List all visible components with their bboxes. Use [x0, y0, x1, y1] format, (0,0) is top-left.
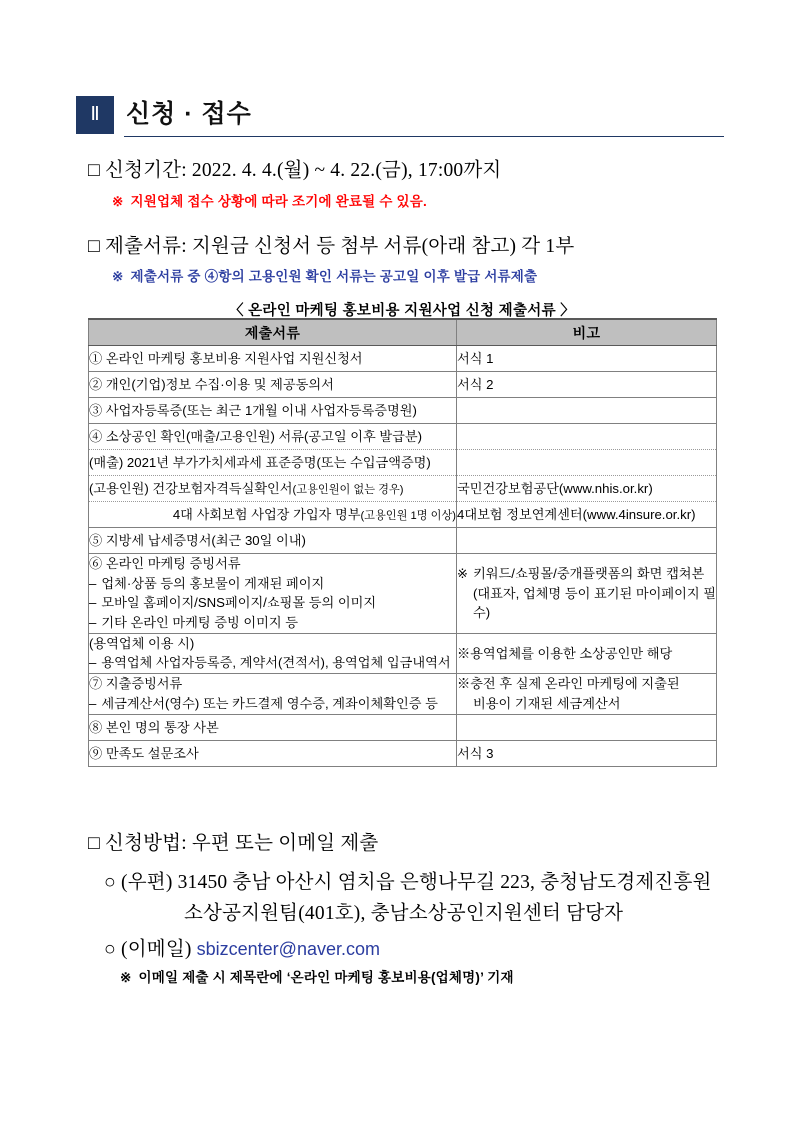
table-row: [89, 528, 717, 554]
list-item: – 업체·상품 등의 홍보물이 게재된 페이지: [89, 574, 456, 594]
cell-document: [89, 554, 457, 634]
cell-remark-text: 용역업체를 이용한 소상공인만 해당: [470, 645, 673, 661]
cell-remark: [457, 528, 717, 554]
cell-document-title: ⑥ 온라인 마케팅 증빙서류: [89, 556, 241, 571]
table-row: [89, 346, 717, 372]
cell-document-list: [89, 653, 456, 673]
cell-remark: [457, 674, 717, 715]
cell-document: ⑨ 만족도 설문조사: [89, 740, 457, 766]
email-row: [104, 933, 380, 961]
cell-document: ⑧ 본인 명의 통장 사본: [89, 714, 457, 740]
table-row: [89, 372, 717, 398]
reference-mark: ※: [457, 565, 469, 581]
cell-document-text: (고용인원) 건강보험자격득실확인서: [89, 480, 293, 496]
cell-document: ③ 사업자등록증(또는 최근 1개월 이내 사업자등록증명원): [89, 398, 457, 424]
table-row: [89, 502, 717, 528]
table-caption: 〈 온라인 마케팅 홍보비용 지원사업 신청 제출서류 〉: [228, 303, 576, 319]
cell-remark-sub: (대표자, 업체명 등이 표기된 마이페이지 필수): [473, 585, 716, 621]
cell-remark-text: 키워드/쇼핑몰/중개플랫폼의 화면 캡쳐본: [473, 565, 705, 581]
list-item: – 세금계산서(영수) 또는 카드결제 영수증, 계좌이체확인증 등: [89, 694, 456, 714]
cell-remark: [457, 450, 717, 476]
list-item: – 용역업체 사업자등록증, 계약서(견적서), 용역업체 입금내역서: [89, 653, 456, 673]
table-row: [89, 714, 717, 740]
cell-document: (매출) 2021년 부가가치세과세 표준증명(또는 수입금액증명): [89, 450, 457, 476]
table-row: [89, 476, 717, 502]
cell-remark: 서식 3: [457, 740, 717, 766]
application-method-label: □ 신청방법: 우편 또는 이메일 제출: [88, 833, 379, 854]
email-label: ○ (이메일): [104, 939, 192, 960]
submission-documents-note: ※ 제출서류 중 ④항의 고용인원 확인 서류는 공고일 이후 발급 서류제출: [112, 265, 537, 285]
section-number-badge: Ⅱ: [76, 96, 114, 134]
cell-document: [89, 502, 457, 528]
cell-document: ① 온라인 마케팅 홍보비용 지원사업 지원신청서: [89, 346, 457, 372]
cell-document-title: (용역업체 이용 시): [89, 635, 195, 651]
postal-address-line1: ○ (우편) 31450 충남 아산시 염치읍 은행나무길 223, 충청남도경제진흥원: [104, 872, 712, 893]
cell-document-paren: (고용인원 1명 이상): [360, 509, 456, 522]
cell-document-list: [89, 574, 456, 633]
cell-document: ⑤ 지방세 납세증명서(최근 30일 이내): [89, 528, 457, 554]
table-row: [89, 424, 717, 450]
cell-document: [89, 476, 457, 502]
list-item: – 모바일 홈페이지/SNS페이지/쇼핑몰 등의 이미지: [89, 593, 456, 613]
section-header: [76, 96, 724, 142]
header-divider: [124, 136, 724, 137]
cell-document: [89, 674, 457, 715]
cell-document: ② 개인(기업)정보 수집·이용 및 제공동의서: [89, 372, 457, 398]
cell-remark-sub: 비용이 기재된 세금계산서: [473, 696, 621, 712]
table-header-row: [89, 319, 717, 346]
cell-document-text: 4대 사회보험 사업장 가입자 명부: [172, 506, 361, 522]
application-period-label: □ 신청기간: 2022. 4. 4.(월) ~ 4. 22.(금), 17:00까지: [88, 160, 502, 181]
cell-document-paren: (고용인원이 없는 경우): [292, 483, 404, 496]
cell-remark: [457, 398, 717, 424]
cell-remark-text: 충전 후 실제 온라인 마케팅에 지출된: [470, 676, 680, 692]
application-period-note: ※ 지원업체 접수 상황에 따라 조기에 완료될 수 있음.: [112, 190, 427, 210]
email-note: ※ 이메일 제출 시 제목란에 ‘온라인 마케팅 홍보비용(업체명)’ 기재: [120, 966, 514, 986]
table-row: [89, 740, 717, 766]
table-row: [89, 450, 717, 476]
cell-remark: 서식 2: [457, 372, 717, 398]
submission-documents-label: □ 제출서류: 지원금 신청서 등 첨부 서류(아래 참고) 각 1부: [88, 236, 575, 257]
table-row: [89, 674, 717, 715]
cell-document: [89, 633, 457, 673]
cell-remark: [457, 554, 717, 634]
reference-mark: ※: [457, 645, 471, 661]
cell-remark: [457, 424, 717, 450]
page-title: 신청 · 접수: [126, 100, 252, 128]
email-link[interactable]: sbizcenter@naver.com: [196, 939, 380, 959]
cell-document-title: ⑦ 지출증빙서류: [89, 676, 183, 692]
column-header-document: 제출서류: [89, 319, 457, 346]
table-row: [89, 633, 717, 673]
submission-documents-table: [88, 318, 717, 767]
list-item: – 기타 온라인 마케팅 증빙 이미지 등: [89, 613, 456, 633]
cell-remark: 국민건강보험공단(www.nhis.or.kr): [457, 476, 717, 502]
reference-mark: ※: [457, 676, 471, 692]
cell-remark: 서식 1: [457, 346, 717, 372]
column-header-remark: 비고: [457, 319, 717, 346]
table-row: [89, 398, 717, 424]
cell-remark: [457, 633, 717, 673]
cell-remark: [457, 714, 717, 740]
postal-address-line2: 소상공지원팀(401호), 충남소상공인지원센터 담당자: [184, 903, 624, 924]
table-row: [89, 554, 717, 634]
cell-document: ④ 소상공인 확인(매출/고용인원) 서류(공고일 이후 발급분): [89, 424, 457, 450]
cell-document-list: [89, 694, 456, 714]
cell-remark: 4대보험 정보연계센터(www.4insure.or.kr): [457, 502, 717, 528]
